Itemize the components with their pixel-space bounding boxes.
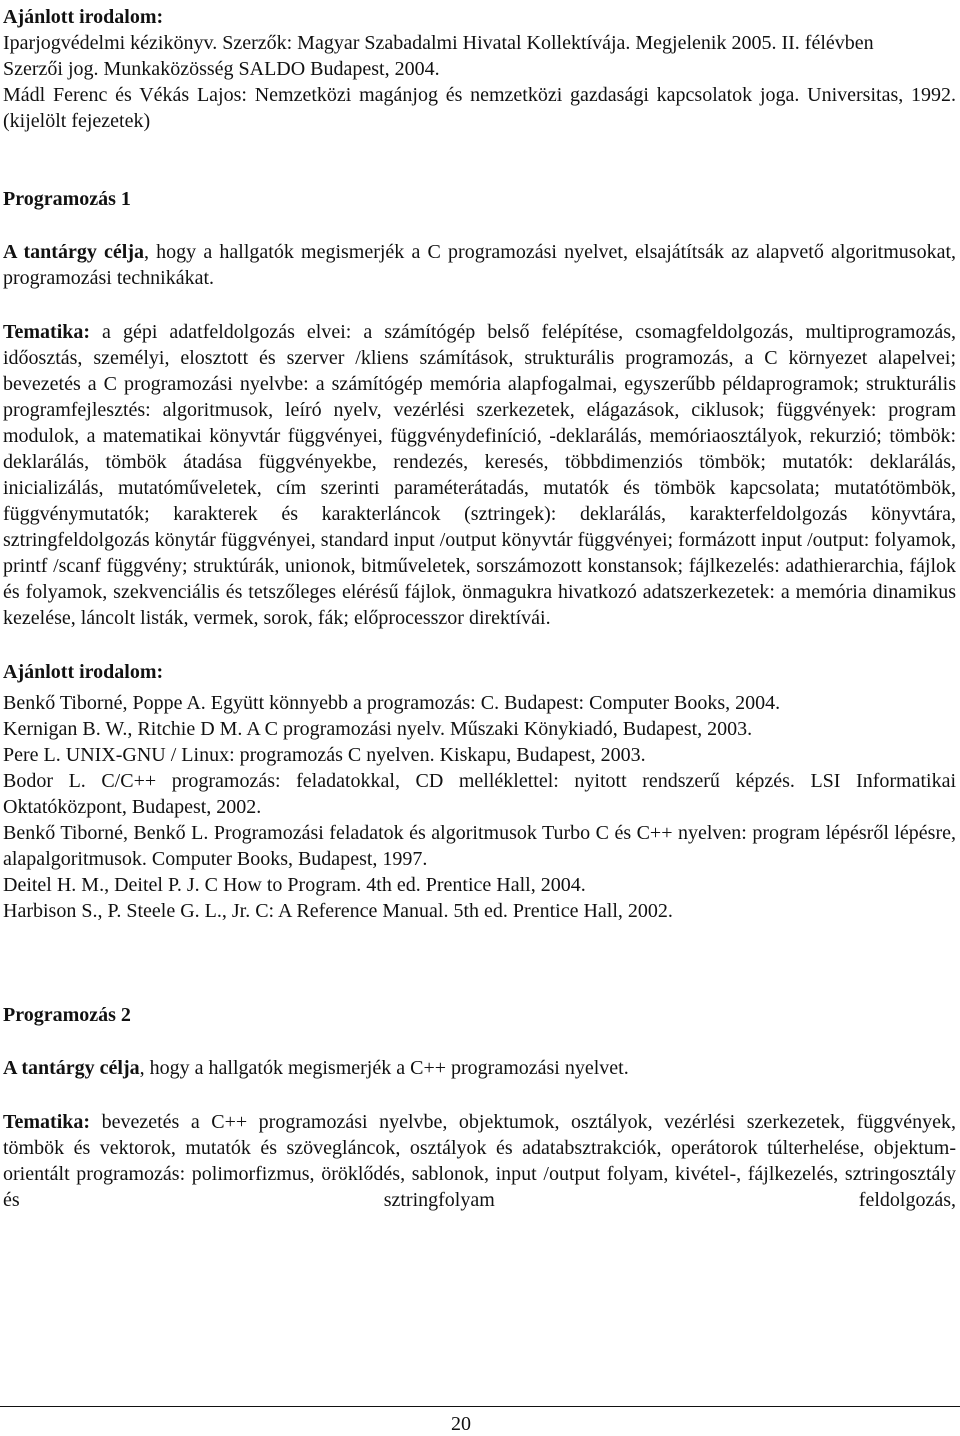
course-goal-paragraph — [3, 239, 956, 291]
reference-item: Benkő Tiborné, Poppe A. Együtt könnyebb a programozás: C. Budapest: Computer Books, 2004. — [3, 692, 781, 714]
footer-divider — [0, 1406, 960, 1407]
course-programozas-1 — [3, 186, 956, 924]
course-title: Programozás 2 — [3, 1004, 131, 1026]
page-number: 20 — [451, 1413, 471, 1435]
course-topics-text: bevezetés a C++ programozási nyelvbe, objektumok, osztályok, vezérlési szerkezetek, függvények, tömbök és vektorok, mutatók és szövegláncok, osztályok és adatabsztrakciók, operátorok túlterhelése, objektum-orientált programozás: polimorfizmus, öröklődés, sablonok, input /output folyam, kivétel-, fájlkezelés, sztringosztály és sztringfolyam feldolgozás, — [3, 1111, 956, 1211]
reference-item: Kernigan B. W., Ritchie D M. A C programozási nyelv. Műszaki Könykiadó, Budapest, 2003. — [3, 718, 753, 740]
course-goal-text: , hogy a hallgatók megismerjék a C programozási nyelvet, elsajátítsák az alapvető algoritmusokat, programozási technikákat. — [3, 241, 956, 289]
reference-item: Harbison S., P. Steele G. L., Jr. C: A Reference Manual. 5th ed. Prentice Hall, 2002. — [3, 900, 673, 922]
course-goal-paragraph — [3, 1055, 956, 1081]
reference-item: Iparjogvédelmi kézikönyv. Szerzők: Magyar Szabadalmi Hivatal Kollektívája. Megjelenik 2005. II. félévben — [3, 32, 874, 54]
reference-item: Deitel H. M., Deitel P. J. C How to Program. 4th ed. Prentice Hall, 2004. — [3, 874, 586, 896]
course-goal-label: A tantárgy célja — [3, 1057, 140, 1079]
recommended-reading-heading: Ajánlott irodalom: — [3, 6, 164, 28]
course-goal-label: A tantárgy célja — [3, 241, 144, 263]
recommended-reading-heading: Ajánlott irodalom: — [3, 661, 164, 683]
course-topics-text: a gépi adatfeldolgozás elvei: a számítógép belső felépítése, csomagfeldolgozás, multiprogramozás, időosztás, személyi, elosztott és szerver /kliens számítások, strukturális programozás, a C környezet alapelvei; bevezetés a C programozási nyelvbe: a számítógép memória alapfogalmai, egyszerűbb példaprogramok; strukturális programfejlesztés: algoritmusok, leíró nyelv, vezérlési szerkezetek, elágazások, ciklusok; függvények: program modulok, a matematikai könyvtár függvényei, függvénydefiníció, -deklarálás, memóriaosztályok, rekurzió; tömbök: deklarálás, tömbök átadása függvényekbe, rendezés, keresés, többdimenziós tömbök; mutatók: deklarálás, inicializálás, mutatóműveletek, cím szerinti paraméterátadás, mutatók és tömbök kapcsolata; mutatótömbök, függvénymutatók; karakterek és karakterláncok (sztringek): deklarálás, karakterfeldolgozás könyvtára, sztringfeldolgozás könytár függvényei, standard input /output könyvtár függvényei; formázott input /output: folyamok, printf /scanf függvény; struktúrák, unionok, bitműveletek, sorszámozott konstansok; fájlkezelés: adathierarchia, fájlok és folyamok, szekvenciális és tetszőleges elérésű fájlok, önmagukra hivatkozó adatszerkezetek: a memória dinamikus kezelése, láncolt listák, vermek, sorok, fák; előprocesszor direktívái. — [3, 321, 956, 629]
reference-item: Mádl Ferenc és Vékás Lajos: Nemzetközi magánjog és nemzetközi gazdasági kapcsolatok joga. Universitas, 1992. (kijelölt fejezetek) — [3, 84, 956, 132]
recommended-reading-section-1 — [3, 4, 956, 134]
course-programozas-2 — [3, 1002, 956, 1213]
reference-item: Szerzői jog. Munkaközösség SALDO Budapest, 2004. — [3, 58, 440, 80]
course-title: Programozás 1 — [3, 188, 131, 210]
course-topics-paragraph — [3, 319, 956, 631]
reference-item: Pere L. UNIX-GNU / Linux: programozás C nyelven. Kiskapu, Budapest, 2003. — [3, 744, 646, 766]
reference-item: Bodor L. C/C++ programozás: feladatokkal, CD melléklettel: nyitott rendszerű képzés. LSI Informatikai Oktatóközpont, Budapest, 2002. — [3, 770, 956, 818]
document-page — [3, 4, 956, 1213]
course-topics-label: Tematika: — [3, 1111, 91, 1133]
reference-item: Benkő Tiborné, Benkő L. Programozási feladatok és algoritmusok Turbo C és C++ nyelven: program lépésről lépésre, alapalgoritmusok. Computer Books, Budapest, 1997. — [3, 822, 956, 870]
course-goal-text: , hogy a hallgatók megismerjék a C++ programozási nyelvet. — [139, 1057, 629, 1079]
course-topics-paragraph — [3, 1109, 956, 1213]
course-topics-label: Tematika: — [3, 321, 91, 343]
